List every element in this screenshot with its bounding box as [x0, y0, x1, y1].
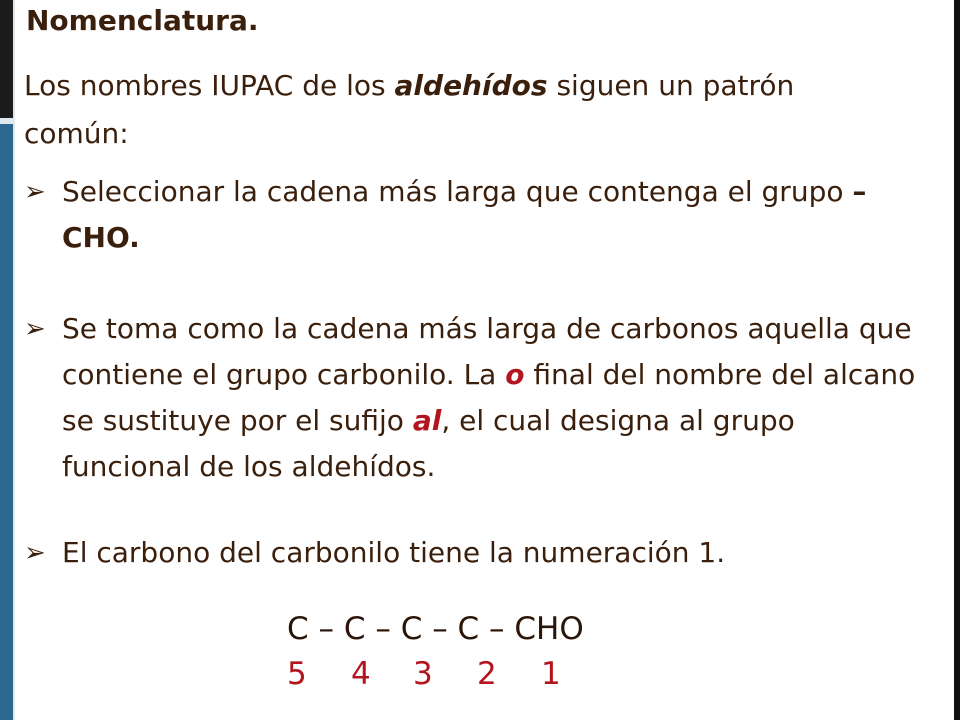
left-bar-dark-segment: [0, 0, 13, 118]
carbon-number: 1: [541, 656, 561, 692]
bullet-text: El carbono del carbonilo tiene la numeración 1.: [62, 536, 726, 569]
left-decorative-bar: [0, 0, 13, 720]
carbon-number: 5: [287, 656, 307, 692]
bullet-text-part3: , el cual designa al grupo funcional de los aldehídos.: [62, 404, 795, 483]
left-bar-edge: [13, 0, 15, 720]
intro-text-before: Los nombres IUPAC de los: [24, 69, 395, 102]
bullet-text-plain: Seleccionar la cadena más larga que contenga el grupo: [62, 175, 853, 208]
bullet-text-part1: Se toma como la cadena más larga de carbonos aquella que contiene el grupo carbonilo. La: [62, 312, 912, 391]
arrow-bullet-icon: ➢: [24, 314, 46, 344]
bullet-item-numbering: [24, 530, 924, 576]
bullet-text: [62, 169, 924, 261]
carbon-chain-formula: C – C – C – C – CHO: [287, 611, 584, 647]
right-border: [954, 0, 960, 720]
bullet-text: [62, 306, 924, 490]
intro-paragraph: [24, 62, 904, 158]
intro-emphasis-aldehidos: aldehídos: [394, 69, 548, 102]
left-bar-blue-segment: [0, 124, 13, 720]
carbon-number: 4: [351, 656, 371, 692]
arrow-bullet-icon: ➢: [24, 177, 46, 207]
intro-text-after: siguen un patrón común:: [24, 69, 795, 150]
carbon-numbering: [287, 652, 587, 696]
carbon-number: 2: [477, 656, 497, 692]
bullet-item-suffix-rule: [24, 306, 924, 490]
bullet-emphasis-al: al: [412, 404, 442, 437]
bullet-item-longest-chain: [24, 169, 924, 261]
bullet-text-cho-group: –CHO.: [62, 175, 867, 254]
slide-title: Nomenclatura.: [26, 4, 259, 37]
carbon-number: 3: [413, 656, 433, 692]
arrow-bullet-icon: ➢: [24, 538, 46, 568]
bullet-text-part2: final del nombre del alcano se sustituye por el sufijo: [62, 358, 916, 437]
bullet-emphasis-o: o: [505, 358, 525, 391]
